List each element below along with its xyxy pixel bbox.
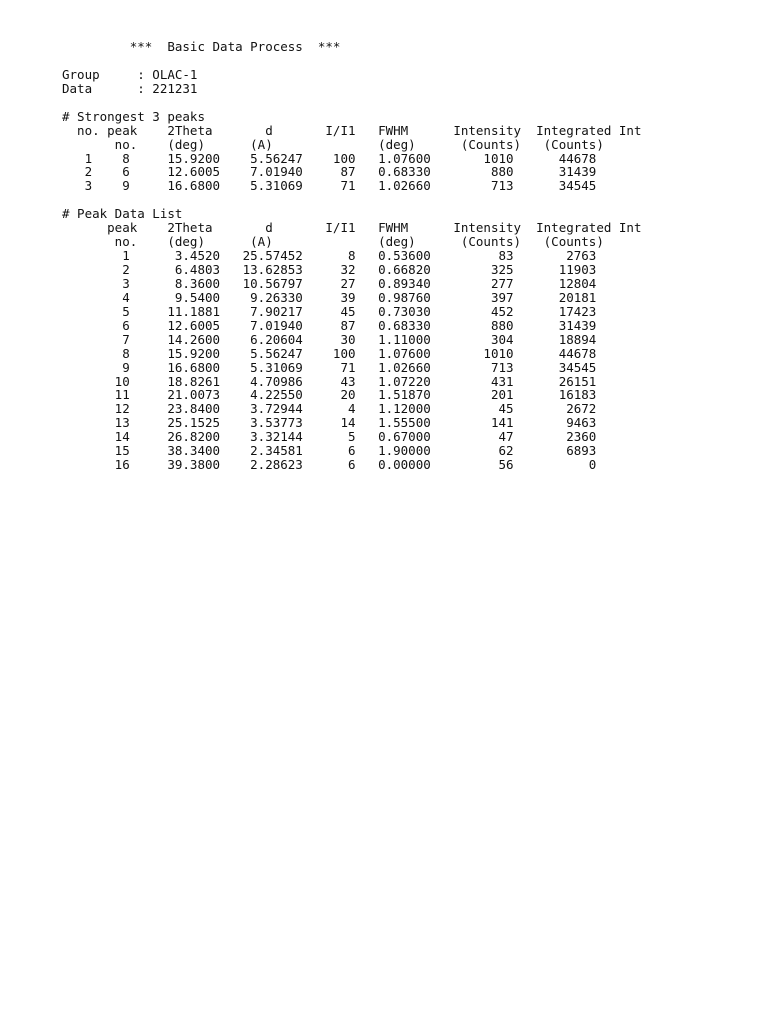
peaklist-row: 12 23.8400 3.72944 4 1.12000 45 2672 [62, 401, 597, 417]
blank-line [62, 193, 641, 207]
report-title: *** Basic Data Process *** [62, 39, 341, 54]
peaklist-row: 13 25.1525 3.53773 14 1.55500 141 9463 [62, 415, 597, 431]
peaklist-header-units: no. (deg) (A) (deg) (Counts) (Counts) [62, 234, 604, 250]
peaklist-row: 15 38.3400 2.34581 6 1.90000 62 6893 [62, 443, 597, 459]
peaklist-row: 16 39.3800 2.28623 6 0.00000 56 0 [62, 457, 597, 473]
peaklist-row: 5 11.1881 7.90217 45 0.73030 452 17423 [62, 303, 597, 319]
peaklist-row: 3 8.3600 10.56797 27 0.89340 277 12804 [62, 275, 597, 291]
strongest-header: no. peak 2Theta d I/I1 FWHM Intensity Integrated Int [62, 122, 642, 138]
peaklist-row: 1 3.4520 25.57452 8 0.53600 83 2763 [62, 248, 597, 264]
strongest-row: 1 8 15.9200 5.56247 100 1.07600 1010 44678 [62, 150, 597, 166]
strongest-row: 2 6 12.6005 7.01940 87 0.68330 880 31439 [62, 164, 597, 180]
peaklist-row: 4 9.5400 9.26330 39 0.98760 397 20181 [62, 289, 597, 305]
blank-line [62, 54, 641, 68]
strongest-header-units: no. (deg) (A) (deg) (Counts) (Counts) [62, 136, 604, 152]
strongest-row: 3 9 16.6800 5.31069 71 1.02660 713 34545 [62, 178, 597, 194]
peaklist-row: 7 14.2600 6.20604 30 1.11000 304 18894 [62, 331, 597, 347]
data-report [62, 40, 641, 472]
peaklist-header: peak 2Theta d I/I1 FWHM Intensity Integrated Int [62, 220, 642, 236]
peaklist-row: 10 18.8261 4.70986 43 1.07220 431 26151 [62, 373, 597, 389]
info-data: Data : 221231 [62, 80, 198, 96]
peaklist-row: 8 15.9200 5.56247 100 1.07600 1010 44678 [62, 345, 597, 361]
peaklist-row: 11 21.0073 4.22550 20 1.51870 201 16183 [62, 387, 597, 403]
strongest-heading: # Strongest 3 peaks [62, 108, 205, 124]
peaklist-row: 2 6.4803 13.62853 32 0.66820 325 11903 [62, 262, 597, 277]
blank-line [62, 96, 641, 110]
peaklist-row: 9 16.6800 5.31069 71 1.02660 713 34545 [62, 359, 597, 375]
peaklist-heading: # Peak Data List [62, 206, 183, 222]
info-group: Group : OLAC-1 [62, 66, 198, 82]
peaklist-row: 14 26.8200 3.32144 5 0.67000 47 2360 [62, 429, 597, 445]
peaklist-row: 6 12.6005 7.01940 87 0.68330 880 31439 [62, 317, 597, 333]
